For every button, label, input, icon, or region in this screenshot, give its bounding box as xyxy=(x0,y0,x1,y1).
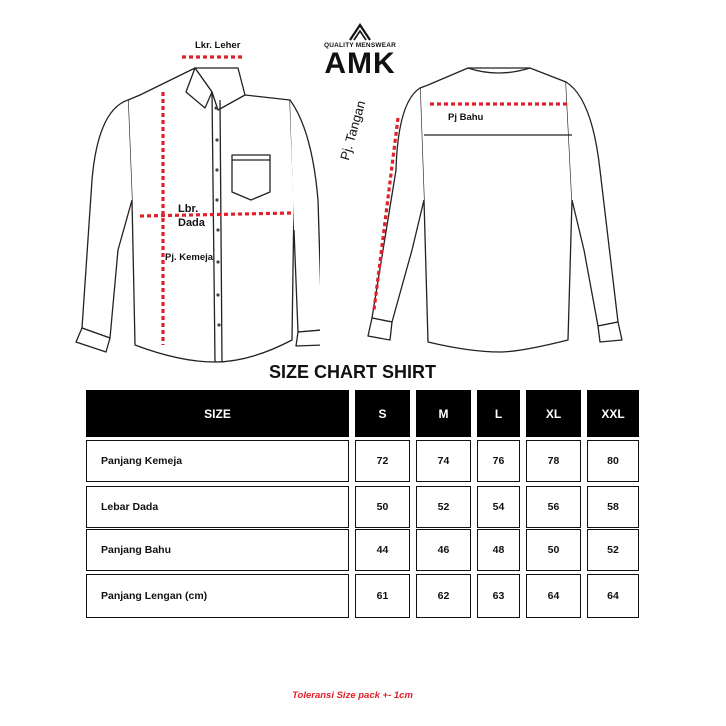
table-cell: 58 xyxy=(587,486,639,528)
table-cell: 48 xyxy=(477,529,520,571)
table-cell: 80 xyxy=(587,440,639,482)
table-cell: 74 xyxy=(416,440,471,482)
row-name-lebar-dada: Lebar Dada xyxy=(86,486,349,528)
table-cell: 46 xyxy=(416,529,471,571)
header-xl: XL xyxy=(526,390,581,437)
shoulder-width-label: Pj Bahu xyxy=(448,112,484,123)
header-xxl: XXL xyxy=(587,390,639,437)
shirt-back-illustration xyxy=(350,60,640,360)
row-name-panjang-lengan: Panjang Lengan (cm) xyxy=(86,574,349,618)
table-cell: 44 xyxy=(355,529,410,571)
neck-width-label: Lkr. Leher xyxy=(195,40,241,51)
amk-logo-icon xyxy=(340,22,380,42)
table-cell: 52 xyxy=(416,486,471,528)
table-cell: 54 xyxy=(477,486,520,528)
table-cell: 64 xyxy=(526,574,581,618)
table-cell: 78 xyxy=(526,440,581,482)
table-cell: 50 xyxy=(526,529,581,571)
header-size: SIZE xyxy=(86,390,349,437)
table-cell: 63 xyxy=(477,574,520,618)
shirt-length-label: Pj. Kemeja xyxy=(165,252,214,263)
table-cell: 50 xyxy=(355,486,410,528)
table-cell: 52 xyxy=(587,529,639,571)
chest-width-label-line1: Lbr. xyxy=(178,203,199,215)
table-cell: 62 xyxy=(416,574,471,618)
chest-width-label-line2: Dada xyxy=(178,217,205,229)
header-l: L xyxy=(477,390,520,437)
size-chart-title: SIZE CHART SHIRT xyxy=(268,362,436,382)
row-name-panjang-bahu: Panjang Bahu xyxy=(86,529,349,571)
row-name-panjang-kemeja: Panjang Kemeja xyxy=(86,440,349,482)
table-cell: 72 xyxy=(355,440,410,482)
table-cell: 76 xyxy=(477,440,520,482)
table-cell: 56 xyxy=(526,486,581,528)
tolerance-note: Toleransi Size pack +- 1cm xyxy=(292,690,413,701)
table-cell: 61 xyxy=(355,574,410,618)
brand-tagline: QUALITY MENSWEAR xyxy=(323,42,397,49)
table-cell: 64 xyxy=(587,574,639,618)
brand-name: AMK xyxy=(324,47,396,80)
header-s: S xyxy=(355,390,410,437)
sleeve-length-label: Pj. Tangan xyxy=(337,98,369,162)
header-m: M xyxy=(416,390,471,437)
